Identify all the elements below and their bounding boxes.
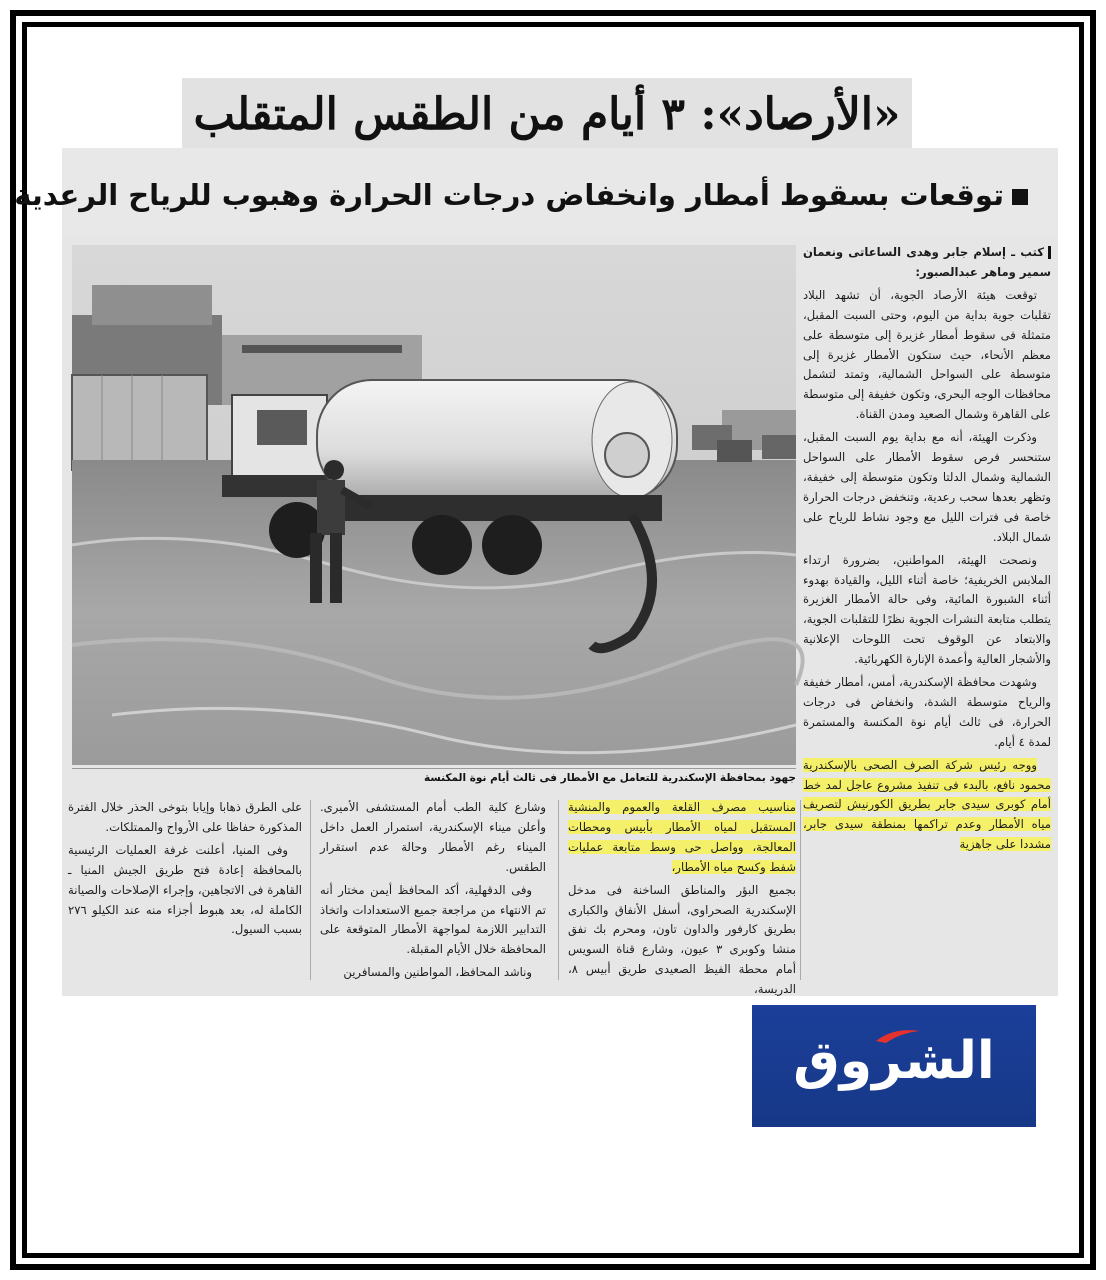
byline-bar-mark (1048, 246, 1051, 259)
paragraph: وناشد المحافظ، المواطنين والمسافرين (343, 965, 532, 980)
paragraph: ونصحت الهيئة، المواطنين، بضرورة ارتداء الملابس الخريفية؛ خاصة أثناء الليل، والقيادة بهدوء أثناء الشبورة المائية، وفى حالة الأمطار الغزيرة يتطلب متابعة النشرات الجوية نظرًا للتقلبات الجوية، والابتعاد عن الوقوف تحت اللوحات الإعلانية والأشجار العالية وأعمدة الإنارة الكهربائية. (803, 552, 1051, 667)
article-headline: «الأرصاد»: ٣ أيام من الطقس المتقلب (193, 88, 901, 140)
article-column-bottom-2 (320, 798, 546, 988)
paragraph-highlighted (803, 756, 1051, 856)
byline-text: كتب ـ إسلام جابر وهدى الساعاتى ونعمان سمير وماهر عبدالصبور: (803, 245, 1051, 279)
headline-band (182, 78, 912, 150)
paragraph: وفى المنيا، أعلنت غرفة العمليات الرئيسية بالمحافظة إعادة فتح طريق الجيش المنيا ـ القاهرة فى الاتجاهين، وإجراء الإصلاحات والصيانة الكاملة له، بعد هبوط أجزاء منه عند الكيلو ٢٧٦ بسبب السيول. (68, 842, 302, 937)
news-photo-illustration (72, 245, 796, 765)
article-column-bottom-1 (568, 798, 796, 997)
highlighted-text: ووجه رئيس شركة الصرف الصحى بالإسكندرية محمود نافع، بالبدء فى تنفيذ مشروع عاجل لمد خط أمام كوبرى سيدى جابر بطريق الكورنيش لتصريف مياه الأمطار وعدم تراكمها بمنطقة سيدى جابر، مشددا على جاهزية (803, 757, 1051, 852)
subheadline-text: توقعات بسقوط أمطار وانخفاض درجات الحرارة وهبوب للرياح الرعدية (14, 178, 1004, 212)
article-column-bottom-3 (68, 798, 302, 988)
paragraph: وذكرت الهيئة، أنه مع بداية يوم السبت المقبل، ستنحسر فرص سقوط الأمطار على السواحل الشمالية وشمال الدلتا وتكون متوسطة إلى خفيفة، وتظهر بعدها سحب رعدية، وتنخفض درجات الحرارة خاصة فى فترات الليل مع وجود نشاط للرياح على شمال البلاد. (803, 430, 1051, 544)
subheadline-square-mark (1012, 189, 1028, 205)
article-byline (803, 243, 1051, 283)
column-divider (800, 800, 801, 980)
subheadline-band (14, 148, 1058, 238)
shorouk-logo (752, 1005, 1036, 1127)
paragraph-highlighted (568, 798, 796, 878)
photo-caption: جهود بمحافظة الإسكندرية للتعامل مع الأمطار فى ثالث أيام نوة المكنسة (72, 768, 796, 792)
paragraph: توقعت هيئة الأرصاد الجوية، أن تشهد البلاد تقلبات جوية بداية من اليوم، وحتى السبت المقبل، متمثلة فى سقوط أمطار غزيرة إلى متوسطة على معظم الأنحاء، حيث ستكون الأمطار غزيرة إلى متوسطة على السواحل الشمالية، وتمتد لتشمل محافظات الوجه البحرى، وتكون خفيفة إلى متوسطة على القاهرة وشمال الصعيد ومدن القناة. (803, 287, 1051, 422)
column-divider (558, 800, 559, 980)
highlighted-text: مناسيب مصرف القلعة والعموم والمنشية المستقبل لمياه الأمطار بأبيس ومحطات المعالجة، وواصل حى وسط متابعة عمليات شفط وكسح مياه الأمطار، (568, 800, 796, 874)
paragraph: وشهدت محافظة الإسكندرية، أمس، أمطار خفيفة والرياح متوسطة الشدة، وانخفاض فى درجات الحرارة، فى ثالث أيام نوة المكنسة والمستمرة لمدة ٤ أيام. (803, 675, 1051, 749)
column-divider (310, 800, 311, 980)
article-column-right (803, 243, 1051, 993)
paragraph: بجميع البؤر والمناطق الساخنة فى مدخل الإسكندرية الصحراوى، أسفل الأنفاق والكبارى بطريق كارفور والداون تاون، ومحرم بك نفق منشا وكوبرى ٣ عيون، وشارع قناة السويس أمام محطة الفيظ الصعيدى طريق أبيس ٨، الدريسة، (568, 882, 796, 997)
news-photo-flooded-street-tanker-truck (72, 245, 796, 765)
article-subheadline (14, 178, 1028, 212)
logo-wordmark: الشروق (793, 1031, 995, 1091)
paragraph: وفى الدقهلية، أكد المحافظ أيمن مختار أنه تم الانتهاء من مراجعة جميع الاستعدادات واتخاذ التدابير اللازمة لمواجهة الأمطار المتوقعة على المحافظة خلال الأيام المقبلة. (320, 882, 546, 957)
paragraph: وشارع كلية الطب أمام المستشفى الأميرى. وأعلن ميناء الإسكندرية، استمرار العمل داخل الميناء رغم الأمطار وحالة عدم استقرار الطقس. (320, 800, 546, 874)
paragraph: على الطرق ذهابا وإيابا بتوخى الحذر خلال الفترة المذكورة حفاظا على الأرواح والممتلكات. (68, 800, 302, 834)
